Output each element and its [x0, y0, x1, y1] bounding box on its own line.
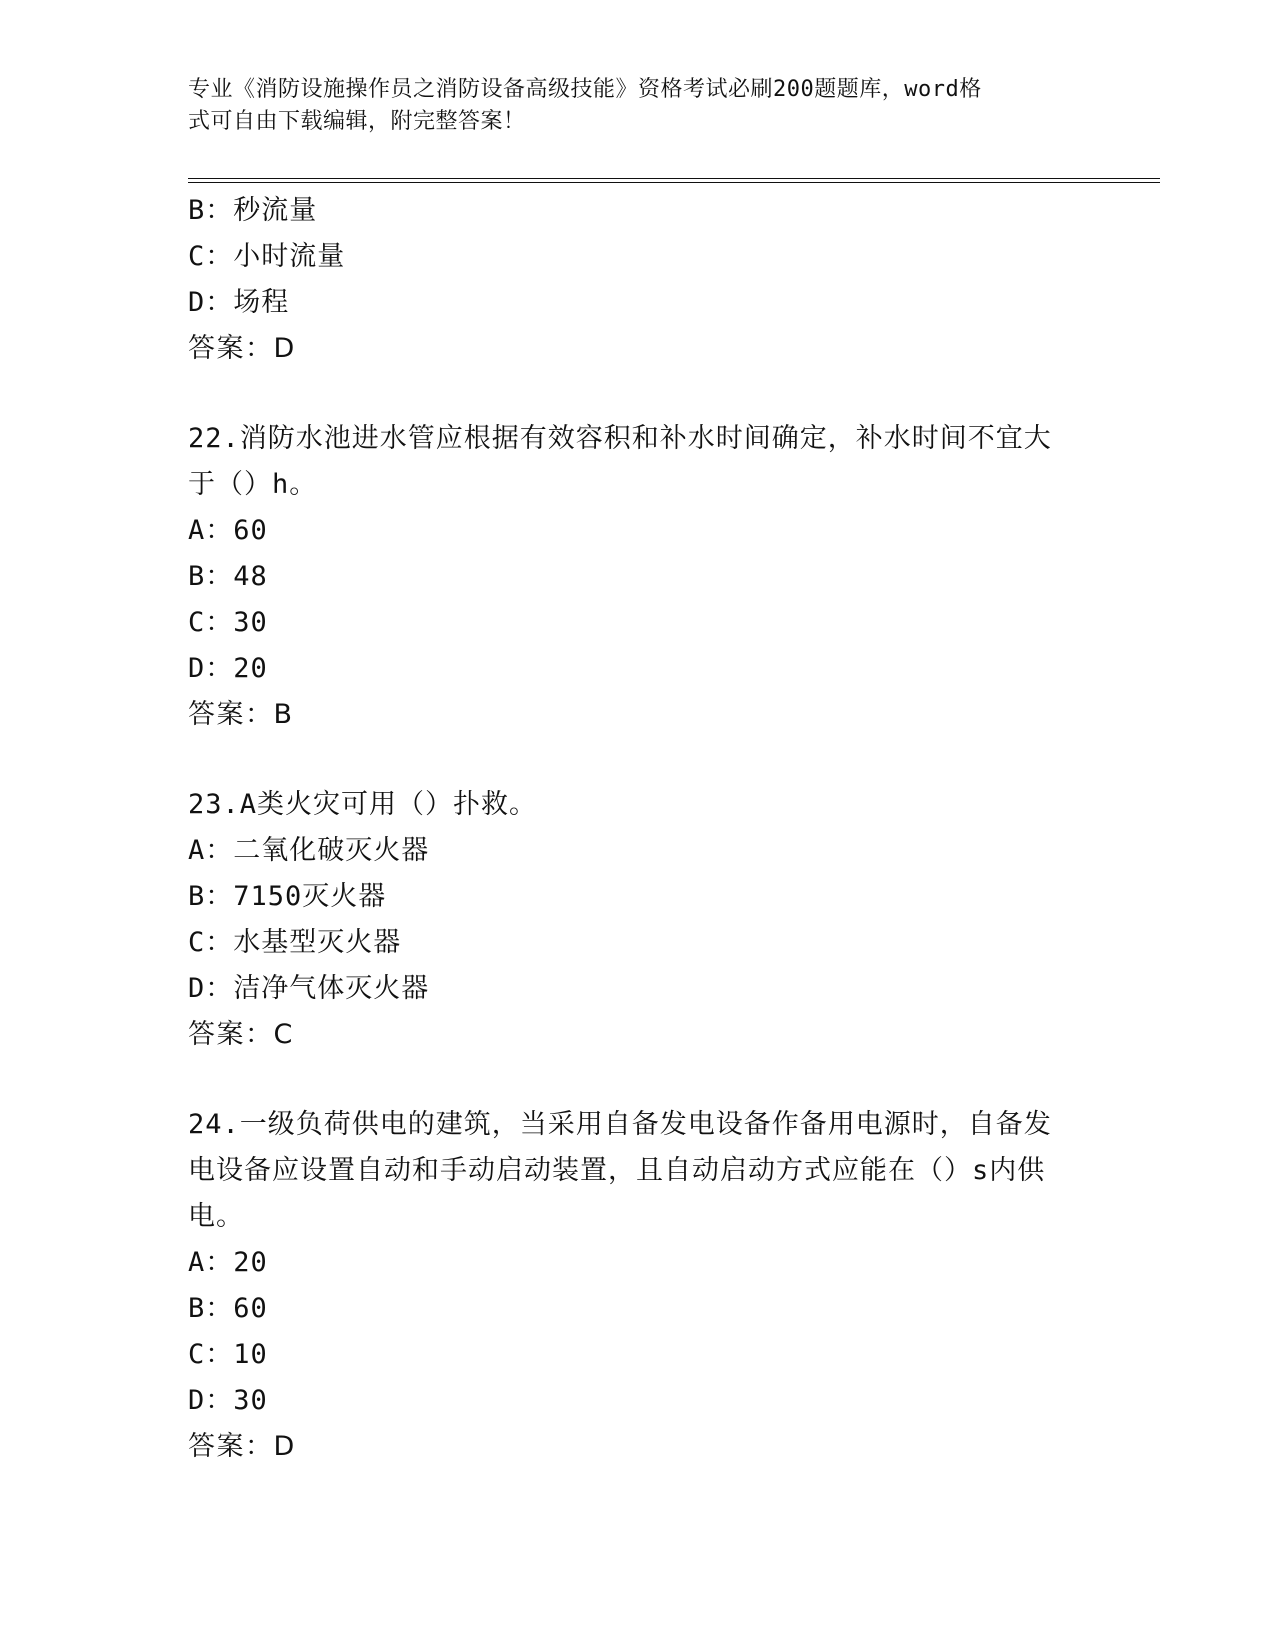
- question-stem-line: 于（）h。: [188, 469, 318, 500]
- question-stem-line: 23.A类火灾可用（）扑救。: [188, 789, 538, 820]
- header-rule-top: [188, 178, 1160, 179]
- option-b: B：60: [188, 1293, 268, 1324]
- question-stem-line: 24.一级负荷供电的建筑，当采用自备发电设备作备用电源时，自备发: [188, 1109, 1052, 1140]
- answer: 答案：D: [188, 1431, 296, 1462]
- document-header: [188, 74, 1068, 138]
- option-c: C：30: [188, 607, 268, 638]
- option-a: A：60: [188, 515, 268, 546]
- option-b: B：7150灭火器: [188, 881, 387, 912]
- option-d: D：30: [188, 1385, 268, 1416]
- option-c: C：10: [188, 1339, 268, 1370]
- header-line-1: 专业《消防设施操作员之消防设备高级技能》资格考试必刷200题题库，word格: [188, 77, 982, 102]
- option-c: C：小时流量: [188, 241, 346, 272]
- answer: 答案：C: [188, 1019, 294, 1050]
- option-b: B：48: [188, 561, 268, 592]
- header-rule-bottom: [188, 182, 1160, 183]
- question-22: [188, 416, 1088, 738]
- option-a: A：二氧化破灭火器: [188, 835, 430, 866]
- question-23: [188, 782, 1088, 1058]
- option-d: D：洁净气体灭火器: [188, 973, 430, 1004]
- option-a: A：20: [188, 1247, 268, 1278]
- question-stem-line: 22.消防水池进水管应根据有效容积和补水时间确定，补水时间不宜大: [188, 423, 1052, 454]
- header-line-2: 式可自由下载编辑，附完整答案！: [188, 109, 526, 134]
- question-list: [188, 188, 1088, 1470]
- option-d: D：场程: [188, 287, 290, 318]
- question-stem-line: 电设备应设置自动和手动启动装置，且自动启动方式应能在（）s内供: [188, 1155, 1046, 1186]
- option-b: B：秒流量: [188, 195, 318, 226]
- question-24: [188, 1102, 1088, 1470]
- option-c: C：水基型灭火器: [188, 927, 402, 958]
- question-21-continued: [188, 188, 1088, 372]
- question-stem-line: 电。: [188, 1201, 244, 1232]
- answer: 答案：D: [188, 333, 296, 364]
- answer: 答案：B: [188, 699, 294, 730]
- option-d: D：20: [188, 653, 268, 684]
